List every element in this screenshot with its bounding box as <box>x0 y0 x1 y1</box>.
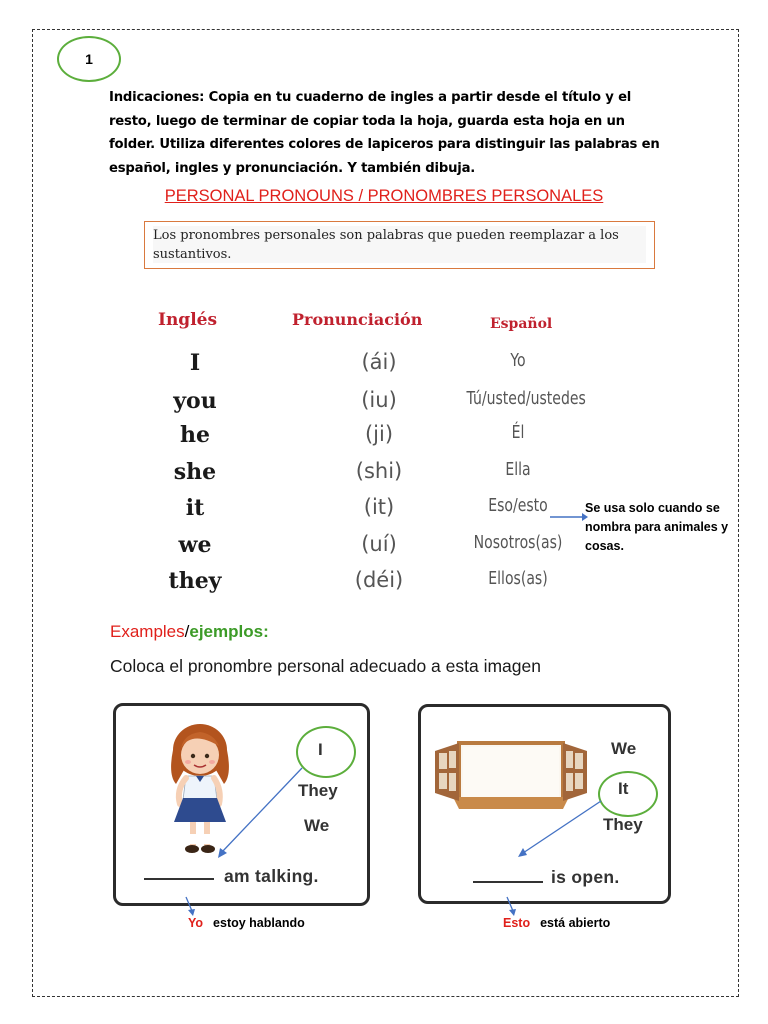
sentence-text: is open. <box>551 867 620 887</box>
answer-translation: está abierto <box>540 916 611 930</box>
usage-note: Se usa solo cuando se nombra para animales y cosas. <box>585 501 729 553</box>
page-number-badge <box>57 36 121 82</box>
option-1: I <box>318 740 323 759</box>
option-3: We <box>304 816 330 835</box>
english-pronoun: they <box>168 568 222 594</box>
note-arrow-icon <box>548 510 588 526</box>
examples-label-en: Examples <box>110 622 185 641</box>
option-3: They <box>603 815 643 834</box>
spanish-pronoun: Tú/usted/ustedes <box>466 388 586 409</box>
english-pronoun: I <box>189 350 201 376</box>
pronoun-row-i <box>0 350 768 386</box>
pronoun-row-they <box>0 568 768 604</box>
answer-blank <box>473 881 543 883</box>
spanish-pronoun: Yo <box>510 350 526 371</box>
english-pronoun: you <box>173 388 217 414</box>
spanish-pronoun: Él <box>511 422 525 443</box>
pronunciation: (ji) <box>364 422 394 446</box>
english-pronoun: it <box>185 495 205 521</box>
pronoun-row-you <box>0 388 768 424</box>
page-number: 1 <box>85 51 93 67</box>
exercise-card-window <box>418 704 671 904</box>
spanish-pronoun: Ellos(as) <box>488 568 548 589</box>
answer-1 <box>188 916 305 930</box>
english-pronoun: he <box>180 422 210 448</box>
option-2: It <box>618 779 629 798</box>
answer-arrow-icon <box>515 799 605 861</box>
header-spanish: Español <box>490 316 553 332</box>
pronunciation: (iu) <box>361 388 397 412</box>
instructions-paragraph: Indicaciones: Copia en tu cuaderno de ingles a partir desde el título y el resto, luego de terminar de copiar toda la hoja, guarda esta hoja en un folder. Utiliza diferentes colores de lapiceros para distinguir las palabras en español, ingles y pronunciación. Y también dibuja. <box>109 90 660 176</box>
spanish-pronoun: Nosotros(as) <box>473 532 563 553</box>
pronoun-row-he <box>0 422 768 458</box>
exercise-card-girl <box>113 703 370 906</box>
answer-blank <box>144 878 214 880</box>
english-pronoun: she <box>173 459 217 485</box>
pronunciation: (it) <box>363 495 395 519</box>
spanish-pronoun: Ella <box>505 459 531 480</box>
sentence-text: am talking. <box>224 866 319 886</box>
definition-text: Los pronombres personales son palabras que pueden reemplazar a los sustantivos. <box>153 226 646 263</box>
answer-word: Yo <box>188 916 204 930</box>
pronunciation: (shi) <box>355 459 403 483</box>
definition-box <box>144 221 655 269</box>
exercise-instruction: Coloca el pronombre personal adecuado a esta imagen <box>110 656 541 676</box>
header-english: Inglés <box>158 310 218 330</box>
examples-label-es: ejemplos: <box>189 622 269 641</box>
examples-heading <box>110 622 269 642</box>
answer-word: Esto <box>503 916 531 930</box>
option-2: They <box>298 781 338 800</box>
pronunciation: (uí) <box>361 532 397 556</box>
answer-2 <box>503 916 610 930</box>
down-arrow-icon <box>182 896 198 918</box>
spanish-pronoun: Eso/esto <box>488 495 548 516</box>
down-arrow-icon <box>503 896 519 918</box>
english-pronoun: we <box>178 532 212 558</box>
header-pronunciation: Pronunciación <box>292 310 423 329</box>
answer-arrow-icon <box>214 764 306 860</box>
answer-translation: estoy hablando <box>213 916 305 930</box>
pronunciation: (déi) <box>354 568 404 592</box>
page-title: PERSONAL PRONOUNS / PRONOMBRES PERSONALES <box>164 187 604 205</box>
examples-separator: / <box>184 622 190 641</box>
pronoun-row-she <box>0 459 768 495</box>
pronunciation: (ái) <box>361 350 397 374</box>
option-1: We <box>611 739 637 758</box>
